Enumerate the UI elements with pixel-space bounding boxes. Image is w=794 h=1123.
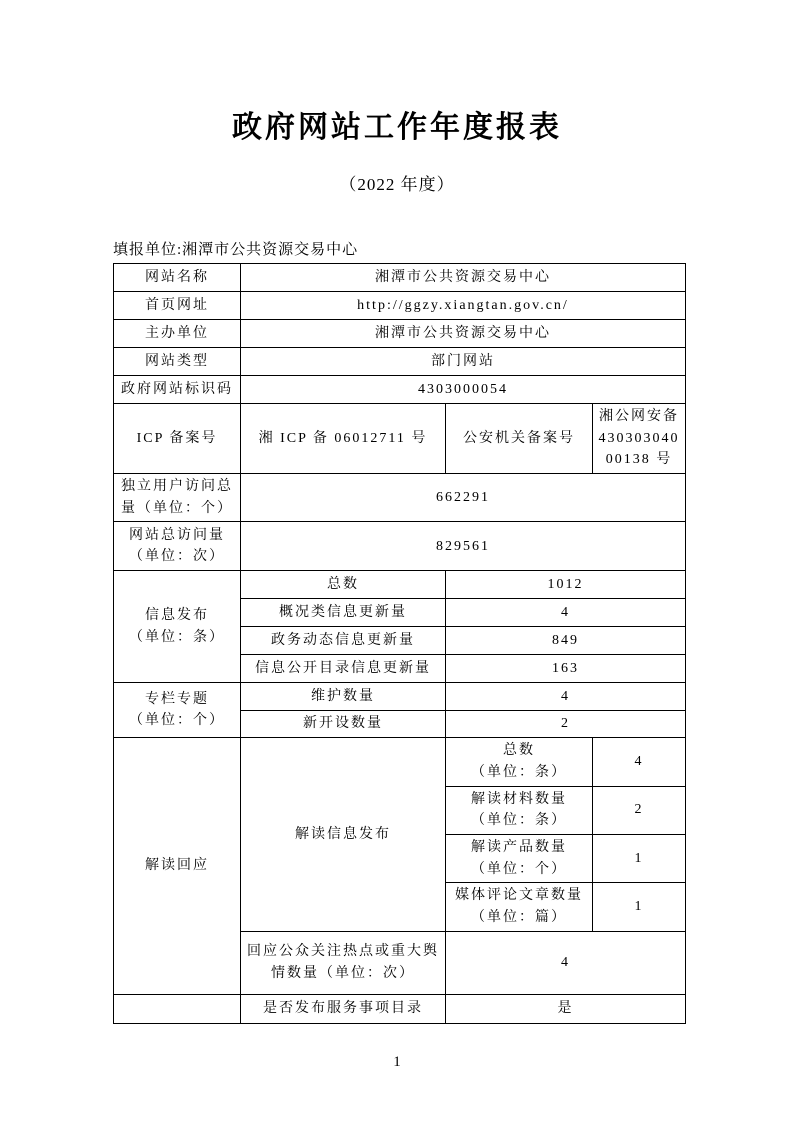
site-type-label: 网站类型	[114, 348, 241, 376]
info-release-group-line2: （单位：条）	[129, 629, 225, 645]
interpretation-media-line1: 媒体评论文章数量	[455, 888, 583, 904]
empty-cell	[114, 994, 241, 1023]
info-release-overview-value: 4	[446, 599, 686, 627]
public-response-value: 4	[446, 931, 686, 994]
page-number: 1	[393, 1054, 401, 1070]
interpretation-materials-label	[446, 786, 593, 834]
interpretation-materials-line2: （单位：条）	[471, 813, 567, 829]
interpretation-group-label: 解读回应	[114, 738, 241, 995]
row-site-name	[114, 264, 686, 292]
page-title: 政府网站工作年度报表	[232, 111, 562, 144]
row-homepage-url	[114, 292, 686, 320]
organizer-label: 主办单位	[114, 320, 241, 348]
info-release-total-label: 总数	[241, 571, 446, 599]
interpretation-products-line2: （单位：个）	[471, 861, 567, 877]
special-columns-maintained-label: 维护数量	[241, 683, 446, 711]
site-type-value: 部门网站	[241, 348, 686, 376]
reporting-unit-line: 填报单位:湘潭市公共资源交易中心	[113, 242, 359, 258]
homepage-url-value: http://ggzy.xiangtan.gov.cn/	[241, 292, 686, 320]
site-id-label: 政府网站标识码	[114, 376, 241, 404]
interpretation-total-value: 4	[593, 738, 686, 786]
annual-report-table	[113, 263, 686, 1024]
interpretation-total-line1: 总数	[503, 743, 535, 759]
site-id-value: 4303000054	[241, 376, 686, 404]
special-columns-group-label	[114, 683, 241, 738]
total-visits-value: 829561	[241, 522, 686, 571]
row-unique-visitors	[114, 474, 686, 522]
interpretation-media-label	[446, 883, 593, 931]
special-columns-new-value: 2	[446, 711, 686, 738]
total-visits-label: 网站总访问量（单位：次）	[114, 522, 241, 571]
row-service-catalog	[114, 994, 686, 1023]
unique-visitors-label: 独立用户访问总量（单位：个）	[114, 474, 241, 522]
site-name-value: 湘潭市公共资源交易中心	[241, 264, 686, 292]
interpretation-materials-line1: 解读材料数量	[471, 791, 567, 807]
info-release-overview-label: 概况类信息更新量	[241, 599, 446, 627]
page-subtitle: （2022 年度）	[339, 175, 455, 194]
special-columns-group-line2: （单位：个）	[129, 713, 225, 729]
icp-label: ICP 备案号	[114, 404, 241, 474]
info-release-catalog-label: 信息公开目录信息更新量	[241, 655, 446, 683]
interpretation-total-line2: （单位：条）	[471, 764, 567, 780]
row-total-visits	[114, 522, 686, 571]
interpretation-media-line2: （单位：篇）	[471, 909, 567, 925]
icp-value: 湘 ICP 备 06012711 号	[241, 404, 446, 474]
unique-visitors-value: 662291	[241, 474, 686, 522]
service-catalog-label: 是否发布服务事项目录	[241, 994, 446, 1023]
service-catalog-value: 是	[446, 994, 686, 1023]
interpretation-total-label	[446, 738, 593, 786]
row-special-columns-maintained	[114, 683, 686, 711]
special-columns-new-label: 新开设数量	[241, 711, 446, 738]
interpretation-products-label	[446, 834, 593, 882]
interpretation-products-value: 1	[593, 834, 686, 882]
row-icp	[114, 404, 686, 474]
row-site-type	[114, 348, 686, 376]
interpretation-materials-value: 2	[593, 786, 686, 834]
site-name-label: 网站名称	[114, 264, 241, 292]
info-release-dynamic-label: 政务动态信息更新量	[241, 627, 446, 655]
organizer-value: 湘潭市公共资源交易中心	[241, 320, 686, 348]
row-info-release-total	[114, 571, 686, 599]
info-release-total-value: 1012	[446, 571, 686, 599]
info-release-group-label	[114, 571, 241, 683]
police-filing-label: 公安机关备案号	[446, 404, 593, 474]
interpretation-media-value: 1	[593, 883, 686, 931]
interpretation-release-label: 解读信息发布	[241, 738, 446, 932]
info-release-dynamic-value: 849	[446, 627, 686, 655]
info-release-group-line1: 信息发布	[145, 608, 209, 624]
homepage-url-label: 首页网址	[114, 292, 241, 320]
interpretation-products-line1: 解读产品数量	[471, 839, 567, 855]
public-response-label: 回应公众关注热点或重大舆情数量（单位：次）	[241, 931, 446, 994]
special-columns-group-line1: 专栏专题	[145, 691, 209, 707]
police-filing-value: 湘公网安备 43030304000138 号	[593, 404, 686, 474]
info-release-catalog-value: 163	[446, 655, 686, 683]
row-site-id	[114, 376, 686, 404]
row-interpretation-total	[114, 738, 686, 786]
special-columns-maintained-value: 4	[446, 683, 686, 711]
row-organizer	[114, 320, 686, 348]
